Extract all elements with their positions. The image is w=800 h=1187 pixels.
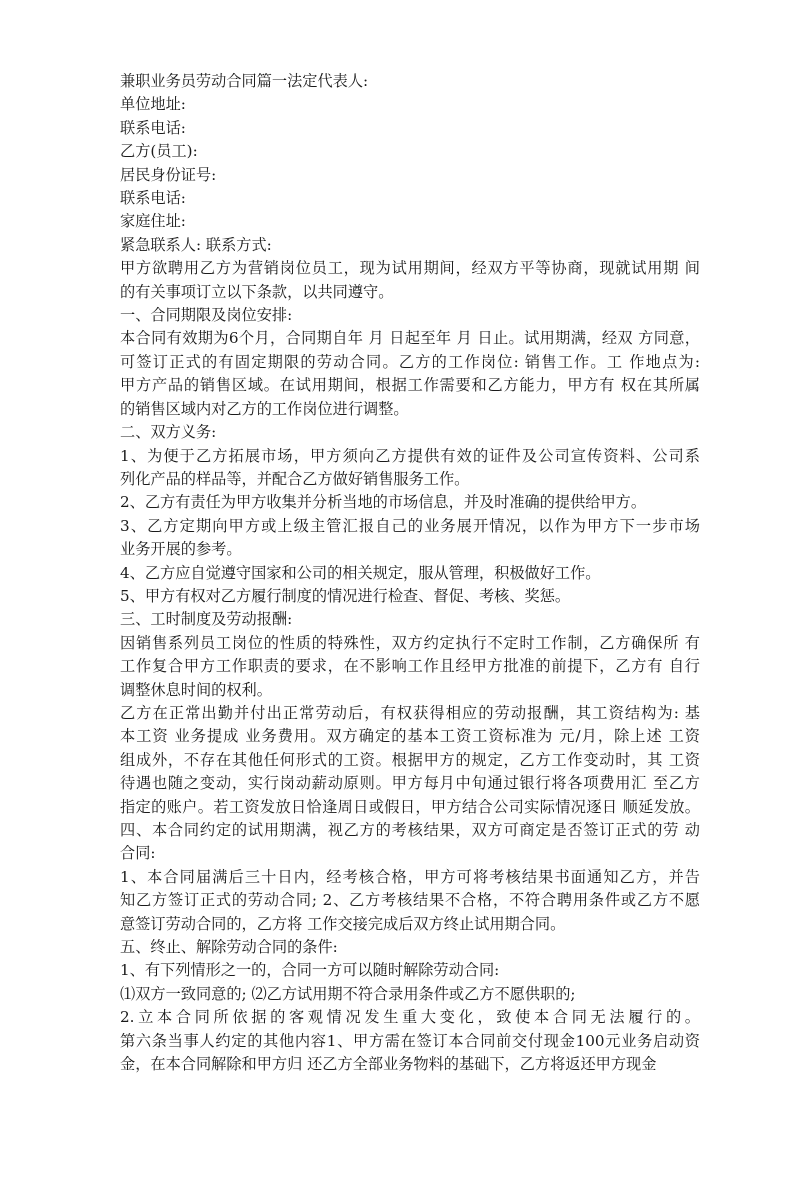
text-line: 二、双方义务: — [120, 423, 217, 442]
text-line: 家庭住址: — [120, 212, 186, 231]
text-line: 紧急联系人: 联系方式: — [120, 235, 272, 254]
text-line: 2、乙方有责任为甲方收集并分析当地的市场信息，并及时准确的提供给甲方。 — [120, 493, 647, 512]
text-line: 兼职业务员劳动合同篇一法定代表人: — [120, 72, 369, 90]
text-line: 因销售系列员工岗位的性质的特殊性，双方约定执行不定时工作制，乙方确保所 有 — [120, 633, 700, 652]
text-line: 甲方欲聘用乙方为营销岗位员工，现为试用期间，经双方平等协商，现就试用期 间 — [120, 259, 700, 278]
text-line: 知乙方签订正式的劳动合同; 2、乙方考核结果不合格，不符合聘用条件或乙方不愿 — [120, 891, 700, 910]
text-line: 指定的账户。若工资发放日恰逢周日或假日，甲方结合公司实际情况逐日 顺延发放。 — [120, 797, 700, 816]
text-line: 组成外，不存在其他任何形式的工资。根据甲方的规定，乙方工作变动时，其 工资 — [120, 750, 700, 769]
text-line: 意签订劳动合同的，乙方将 工作交接完成后双方终止试用期合同。 — [120, 914, 566, 933]
text-line: 联系电话: — [120, 189, 186, 208]
text-line: 本合同有效期为6个月，合同期自年 月 日起至年 月 日止。试用期满，经双 方同意， — [120, 329, 700, 348]
text-line: 5、甲方有权对乙方履行制度的情况进行检查、督促、考核、奖惩。 — [120, 586, 571, 605]
text-line: 乙方在正常出勤并付出正常劳动后，有权获得相应的劳动报酬，其工资结构为: 基 — [120, 703, 700, 722]
text-line: 待遇也随之变动，实行岗动薪动原则。甲方每月中旬通过银行将各项费用汇 至乙方 — [120, 774, 700, 793]
text-line: 三、工时制度及劳动报酬: — [120, 610, 293, 629]
text-line: 的有关事项订立以下条款，以共同遵守。 — [120, 282, 394, 301]
text-line: 联系电话: — [120, 118, 186, 137]
text-line: 调整休息时间的权利。 — [120, 680, 272, 699]
text-line: 居民身份证号: — [120, 165, 217, 184]
text-line: 工作复合甲方工作职责的要求，在不影响工作且经甲方批准的前提下，乙方有 自行 — [120, 657, 700, 676]
text-line: 一、合同期限及岗位安排: — [120, 306, 293, 325]
text-line: 业务开展的参考。 — [120, 540, 242, 559]
text-line: 金，在本合同解除和甲方归 还乙方全部业务物料的基础下，乙方将返还甲方现金 — [120, 1055, 657, 1074]
document-body — [120, 70, 700, 1076]
text-line: 1、本合同届满后三十日内，经考核合格，甲方可将考核结果书面通知乙方，并告 — [120, 867, 700, 886]
text-line: 甲方产品的销售区域。在试用期间，根据工作需要和乙方能力，甲方有 权在其所属 — [120, 376, 700, 395]
text-line: 四、本合同约定的试用期满，视乙方的考核结果，双方可商定是否签订正式的劳 动 — [120, 821, 700, 839]
text-line: 第六条当事人约定的其他内容1、甲方需在签订本合同前交付现金100元业务启动资 — [120, 1031, 700, 1050]
text-line: 的销售区域内对乙方的工作岗位进行调整。 — [120, 399, 409, 418]
text-line: 2.立本合同所依据的客观情况发生重大变化，致使本合同无法履行的。 — [120, 1008, 700, 1027]
text-line: 列化产品的样品等，并配合乙方做好销售服务工作。 — [120, 469, 470, 488]
text-line: 1、为便于乙方拓展市场，甲方须向乙方提供有效的证件及公司宣传资料、公司系 — [120, 446, 700, 465]
text-line: 合同: — [120, 844, 156, 863]
text-line: 1、有下列情形之一的，合同一方可以随时解除劳动合同: — [120, 961, 500, 980]
text-line: 五、终止、解除劳动合同的条件: — [120, 938, 338, 957]
text-line: 单位地址: — [120, 95, 186, 114]
text-line: 4、乙方应自觉遵守国家和公司的相关规定，服从管理，积极做好工作。 — [120, 563, 601, 582]
text-line: ⑴双方一致同意的; ⑵乙方试用期不符合录用条件或乙方不愿供职的; — [120, 984, 576, 1003]
text-line: 本工资 业务提成 业务费用。双方确定的基本工资工资标准为 元/月，除上述 工资 — [120, 727, 700, 746]
text-line: 3、乙方定期向甲方或上级主管汇报自己的业务展开情况，以作为甲方下一步市场 — [120, 516, 700, 535]
text-line: 乙方(员工): — [120, 142, 198, 161]
text-line: 可签订正式的有固定期限的劳动合同。乙方的工作岗位: 销售工作。工 作地点为: — [120, 352, 700, 371]
